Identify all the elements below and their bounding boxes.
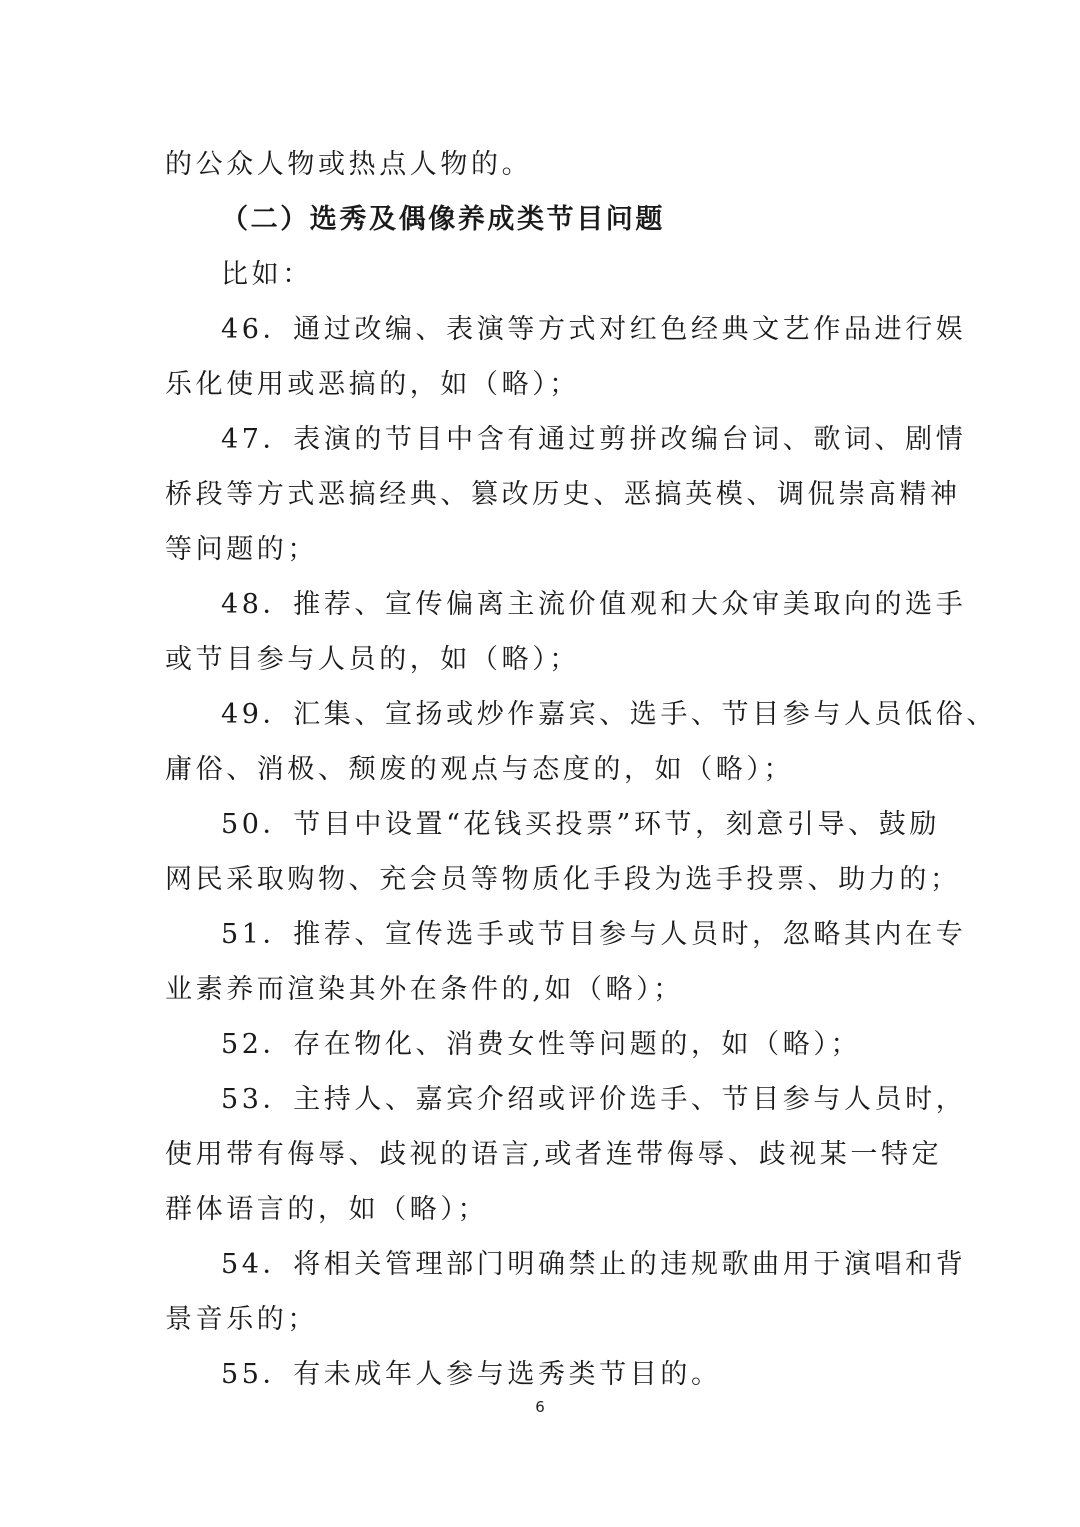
text-line: 52．存在物化、消费女性等问题的，如（略）；	[221, 1029, 862, 1060]
text-line: 48．推荐、宣传偏离主流价值观和大众审美取向的选手	[221, 589, 967, 620]
text-line: 55．有未成年人参与选秀类节目的。	[221, 1359, 722, 1390]
document-body	[165, 137, 997, 1402]
text-line: 或节目参与人员的，如（略）；	[165, 644, 580, 675]
text-line: 景音乐的；	[165, 1304, 318, 1335]
text-line: 群体语言的，如（略）；	[165, 1194, 489, 1225]
text-line: 46．通过改编、表演等方式对红色经典文艺作品进行娱	[221, 314, 967, 345]
text-line: 47．表演的节目中含有通过剪拼改编台词、歌词、剧情	[221, 424, 967, 455]
text-line: 庸俗、消极、颓废的观点与态度的，如（略）；	[165, 754, 795, 785]
text-line: 49．汇集、宣扬或炒作嘉宾、选手、节目参与人员低俗、	[221, 699, 997, 730]
text-line: 53．主持人、嘉宾介绍或评价选手、节目参与人员时，	[221, 1084, 967, 1115]
text-line: 网民采取购物、充会员等物质化手段为选手投票、助力的；	[165, 864, 961, 895]
text-line: 50．节目中设置“花钱买投票”环节，刻意引导、鼓励	[221, 809, 940, 840]
text-line: 比如：	[221, 259, 313, 290]
text-line: 使用带有侮辱、歧视的语言,或者连带侮辱、歧视某一特定	[165, 1139, 943, 1170]
text-line: 54．将相关管理部门明确禁止的违规歌曲用于演唱和背	[221, 1249, 967, 1280]
section-heading: （二）选秀及偶像养成类节目问题	[221, 204, 665, 235]
text-line: 桥段等方式恶搞经典、篡改历史、恶搞英模、调侃崇高精神	[165, 479, 961, 510]
text-line: 乐化使用或恶搞的，如（略）；	[165, 369, 580, 400]
text-line: 业素养而渲染其外在条件的,如（略）；	[165, 974, 684, 1005]
page-number: 6	[535, 1398, 545, 1416]
text-line: 51．推荐、宣传选手或节目参与人员时，忽略其内在专	[221, 919, 967, 950]
text-line: 的公众人物或热点人物的。	[165, 149, 533, 180]
text-line: 等问题的；	[165, 534, 318, 565]
